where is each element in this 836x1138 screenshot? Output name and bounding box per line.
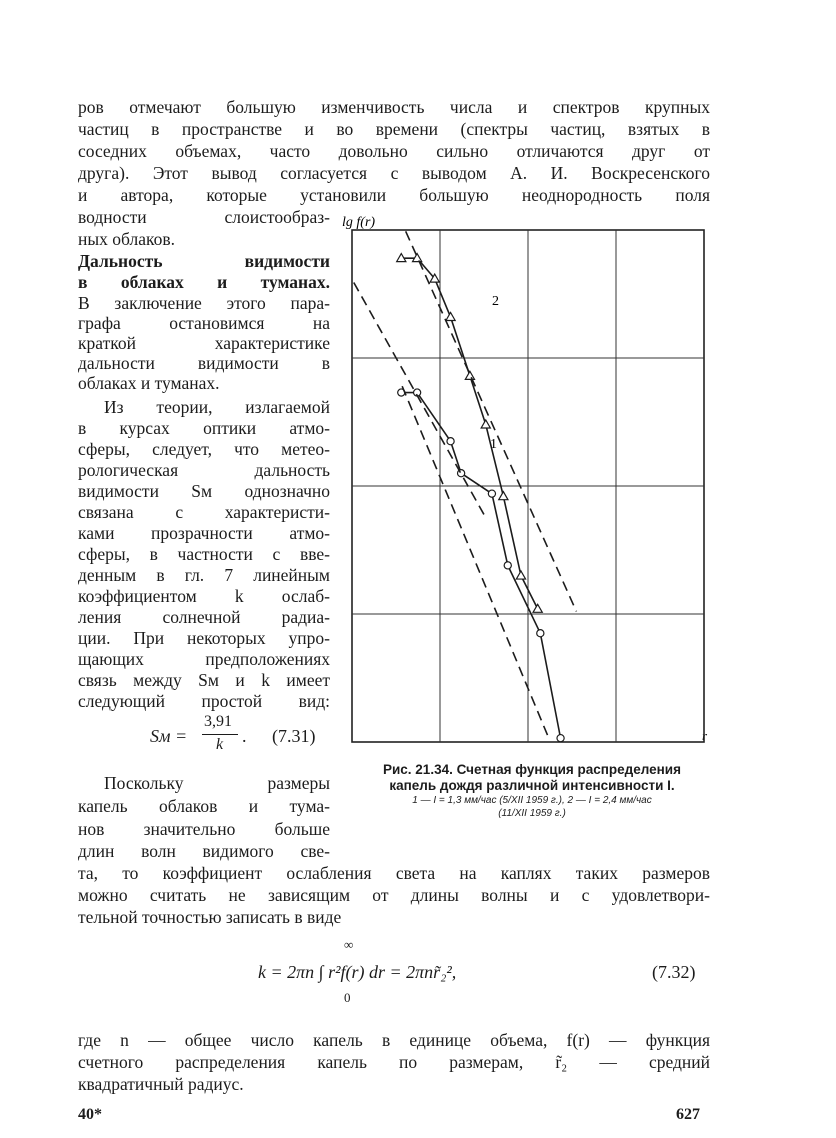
data-point-triangle bbox=[533, 604, 542, 612]
y-axis-label: lg f(r) bbox=[342, 215, 376, 230]
text-line: нов значительно больше bbox=[78, 819, 330, 839]
text-line: капель облаков и тума- bbox=[78, 796, 330, 816]
text-line: Из теории, излагаемой bbox=[104, 397, 330, 417]
equation-number: (7.31) bbox=[272, 726, 316, 746]
text-line: где n — общее число капель в единице объема, f(r) — функция bbox=[78, 1030, 710, 1050]
integral-upper-limit: ∞ bbox=[344, 937, 354, 952]
text-line: водности слоистообраз- bbox=[78, 207, 330, 227]
text-line: денным в гл. 7 линейным bbox=[78, 565, 330, 585]
integral-lower-limit: 0 bbox=[344, 990, 351, 1005]
caption-sub: 1 — I = 1,3 мм/час (5/XII 1959 г.), 2 — I = 2,4 мм/час bbox=[412, 795, 652, 806]
data-point-circle bbox=[537, 630, 544, 637]
caption-title: Рис. 21.34. Счетная функция распределения bbox=[382, 762, 681, 777]
data-point-triangle bbox=[465, 371, 474, 379]
text-line: Поскольку размеры bbox=[104, 773, 330, 793]
series-line-ref-dashed bbox=[354, 282, 487, 519]
equation-tail: . bbox=[242, 726, 247, 746]
equation-denominator: k bbox=[216, 736, 224, 753]
data-point-circle bbox=[447, 438, 454, 445]
curve-label-1: 1 bbox=[490, 437, 497, 452]
text-line: видимости Sм однозначно bbox=[78, 481, 330, 501]
text-line: соседних объемах, часто довольно сильно отличаются друг от bbox=[78, 141, 710, 161]
section-heading-line: в облаках и туманах. bbox=[78, 272, 330, 292]
text-line: графа остановимся на bbox=[78, 313, 330, 333]
caption-line: капель дождя различной интенсивности I. bbox=[389, 778, 675, 793]
data-point-triangle bbox=[481, 420, 490, 428]
page-number: 627 bbox=[676, 1106, 700, 1123]
series-line-1-solid bbox=[401, 393, 560, 739]
text-line: сферы, в частности с вве- bbox=[78, 544, 330, 564]
text-line: коэффициентом k ослаб- bbox=[78, 586, 330, 606]
text-line: облаках и туманах. bbox=[78, 373, 220, 393]
text-line: рологическая дальность bbox=[78, 460, 330, 480]
text-line: можно считать не зависящим от длины волны и с удовлетвори- bbox=[78, 885, 710, 905]
text-line: квадратичный радиус. bbox=[78, 1074, 244, 1094]
data-point-triangle bbox=[446, 312, 455, 320]
grid bbox=[352, 230, 704, 742]
data-point-circle bbox=[488, 490, 495, 497]
series-line-1-dashed bbox=[402, 386, 548, 737]
caption-sub: (11/XII 1959 г.) bbox=[498, 808, 566, 819]
data-point-triangle bbox=[516, 571, 525, 579]
text-line: друга). Этот вывод согласуется с выводом А. И. Воскресенского bbox=[78, 163, 710, 183]
text-line: ных облаков. bbox=[78, 229, 175, 249]
text-line: ления солнечной радиа- bbox=[78, 607, 330, 627]
text-line: дальности видимости в bbox=[78, 353, 330, 373]
text-line: тельной точностью записать в виде bbox=[78, 907, 342, 927]
figure-plot bbox=[330, 210, 730, 750]
series-line-2-dashed bbox=[406, 231, 577, 611]
data-point-circle bbox=[504, 562, 511, 569]
text-line: В заключение этого пара- bbox=[78, 293, 330, 313]
section-heading-line: Дальность видимости bbox=[78, 251, 330, 271]
equation-numerator: 3,91 bbox=[204, 713, 232, 730]
text-line: связана с характеристи- bbox=[78, 502, 330, 522]
figure-caption bbox=[356, 762, 708, 820]
text-line: следующий простой вид: bbox=[78, 691, 330, 711]
x-axis-label: r bbox=[702, 728, 708, 743]
fraction-bar bbox=[202, 734, 238, 735]
text-line: в курсах оптики атмо- bbox=[78, 418, 330, 438]
text-line: длин волн видимого све- bbox=[78, 841, 330, 861]
text-line: счетного распределения капель по размерам, r̃₂ — средний bbox=[78, 1052, 710, 1072]
text-line: краткой характеристике bbox=[78, 333, 330, 353]
equation-number: (7.32) bbox=[652, 962, 696, 982]
text-line: щающих предположениях bbox=[78, 649, 330, 669]
data-point-triangle bbox=[499, 492, 508, 500]
text-line: и автора, которые установили большую неоднородность поля bbox=[78, 185, 710, 205]
signature-mark: 40* bbox=[78, 1106, 102, 1123]
text-line: сферы, следует, что метео- bbox=[78, 439, 330, 459]
text-line: связь между Sм и k имеет bbox=[78, 670, 330, 690]
equation-lhs: Sм = bbox=[150, 726, 188, 746]
text-line: ции. При некоторых упро- bbox=[78, 628, 330, 648]
equation-body: k = 2πn ∫ r²f(r) dr = 2πnr̃₂², bbox=[258, 962, 457, 982]
text-line: ров отмечают большую изменчивость числа и спектров крупных bbox=[78, 97, 710, 117]
data-point-circle bbox=[557, 735, 564, 742]
text-line: частиц в пространстве и во времени (спектры частиц, взятых в bbox=[78, 119, 710, 139]
text-line: ками прозрачности атмо- bbox=[78, 523, 330, 543]
curve-label-2: 2 bbox=[492, 294, 499, 309]
series-group bbox=[354, 231, 577, 741]
text-line: та, то коэффициент ослабления света на каплях таких размеров bbox=[78, 863, 710, 883]
